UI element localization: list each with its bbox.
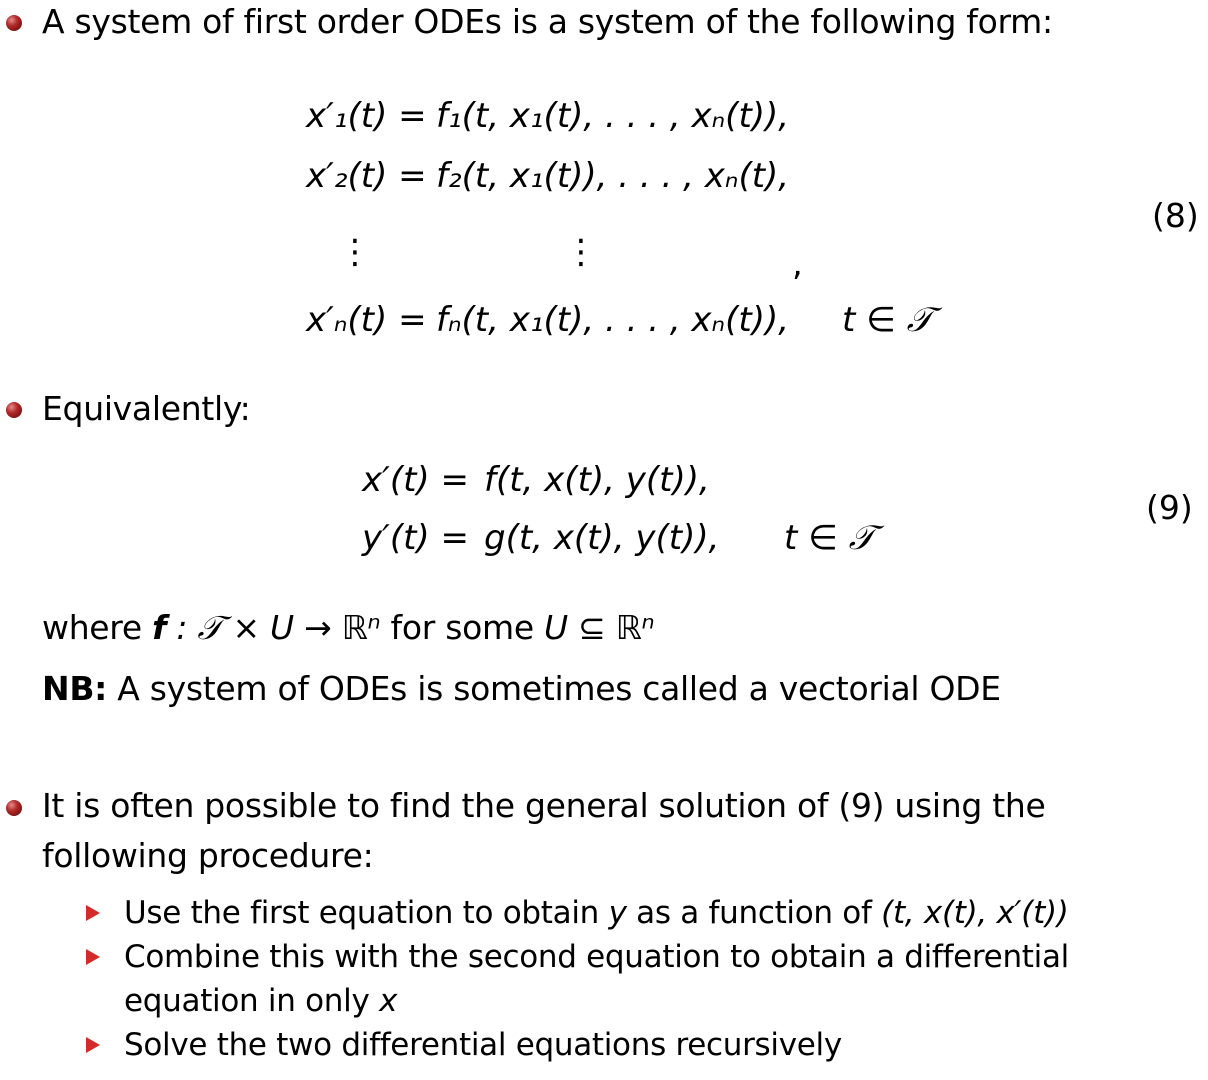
sub-bullet-triangle-icon xyxy=(86,949,100,965)
sub-bullet-3: Solve the two differential equations recursively xyxy=(124,1027,842,1063)
eq9-line1-rhs: f(t, x(t), y(t)), xyxy=(484,460,710,500)
bullet-text-equivalently: Equivalently: xyxy=(42,389,251,428)
nb-label: NB: xyxy=(42,669,108,708)
sub-bullet-1-math: (t, x(t), x′(t)) xyxy=(881,895,1069,931)
sub-bullet-2-var: x xyxy=(379,983,398,1019)
sub-bullet-triangle-icon xyxy=(86,1037,100,1053)
sub-bullet-2-line1: Combine this with the second equation to obtain a differential xyxy=(124,939,1069,975)
sub-bullet-2-line2 xyxy=(124,981,397,1021)
where-mapping: : 𝒯 × U → ℝⁿ xyxy=(176,608,381,647)
where-prefix: where xyxy=(42,608,142,647)
where-line xyxy=(42,608,654,648)
eq8-vdots-comma: , xyxy=(792,244,803,284)
bullet-ball-icon xyxy=(6,15,22,31)
eq8-line1-lhs: x′₁(t) = xyxy=(306,96,427,136)
sub-bullet-1-text2: as a function of xyxy=(636,895,872,931)
eq8-line2-rhs: f₂(t, x₁(t)), . . . , xₙ(t), xyxy=(436,156,790,196)
bullet-text-system-definition: A system of first order ODEs is a system of the following form: xyxy=(42,2,1053,41)
where-middle: for some xyxy=(390,608,534,647)
eq9-line2-rhs: g(t, x(t), y(t)), xyxy=(484,518,720,558)
nb-text: A system of ODEs is sometimes called a vectorial ODE xyxy=(117,669,1001,708)
eq9-line2-lhs: y′(t) = xyxy=(362,518,469,558)
eq8-line1-rhs: f₁(t, x₁(t), . . . , xₙ(t)), xyxy=(436,96,790,136)
eq8-line4-rhs: fₙ(t, x₁(t), . . . , xₙ(t)), xyxy=(436,300,790,340)
sub-bullet-2-text: equation in only xyxy=(124,983,370,1019)
eq8-vdots-left: ⋮ xyxy=(338,232,372,272)
eq8-line4-domain: t ∈ 𝒯 xyxy=(842,300,933,340)
equation-number-9: (9) xyxy=(1146,488,1193,527)
bullet-ball-icon xyxy=(6,800,22,816)
eq9-line2-domain: t ∈ 𝒯 xyxy=(784,518,875,558)
bullet-ball-icon xyxy=(6,402,22,418)
eq9-line1-lhs: x′(t) = xyxy=(362,460,469,500)
eq8-line4-lhs: x′ₙ(t) = xyxy=(306,300,427,340)
equation-number-8: (8) xyxy=(1152,196,1199,235)
where-subset: U ⊆ ℝⁿ xyxy=(544,608,655,647)
sub-bullet-triangle-icon xyxy=(86,905,100,921)
bullet-text-procedure-line2: following procedure: xyxy=(42,836,374,875)
sub-bullet-1-text: Use the first equation to obtain xyxy=(124,895,599,931)
where-bold-f: f xyxy=(152,608,167,647)
eq8-line2-lhs: x′₂(t) = xyxy=(306,156,427,196)
sub-bullet-1-var: y xyxy=(608,895,627,931)
nb-line xyxy=(42,669,1001,709)
sub-bullet-1 xyxy=(124,893,1069,933)
bullet-text-procedure-line1: It is often possible to find the general solution of (9) using the xyxy=(42,786,1046,825)
eq8-vdots-right: ⋮ xyxy=(564,232,598,272)
